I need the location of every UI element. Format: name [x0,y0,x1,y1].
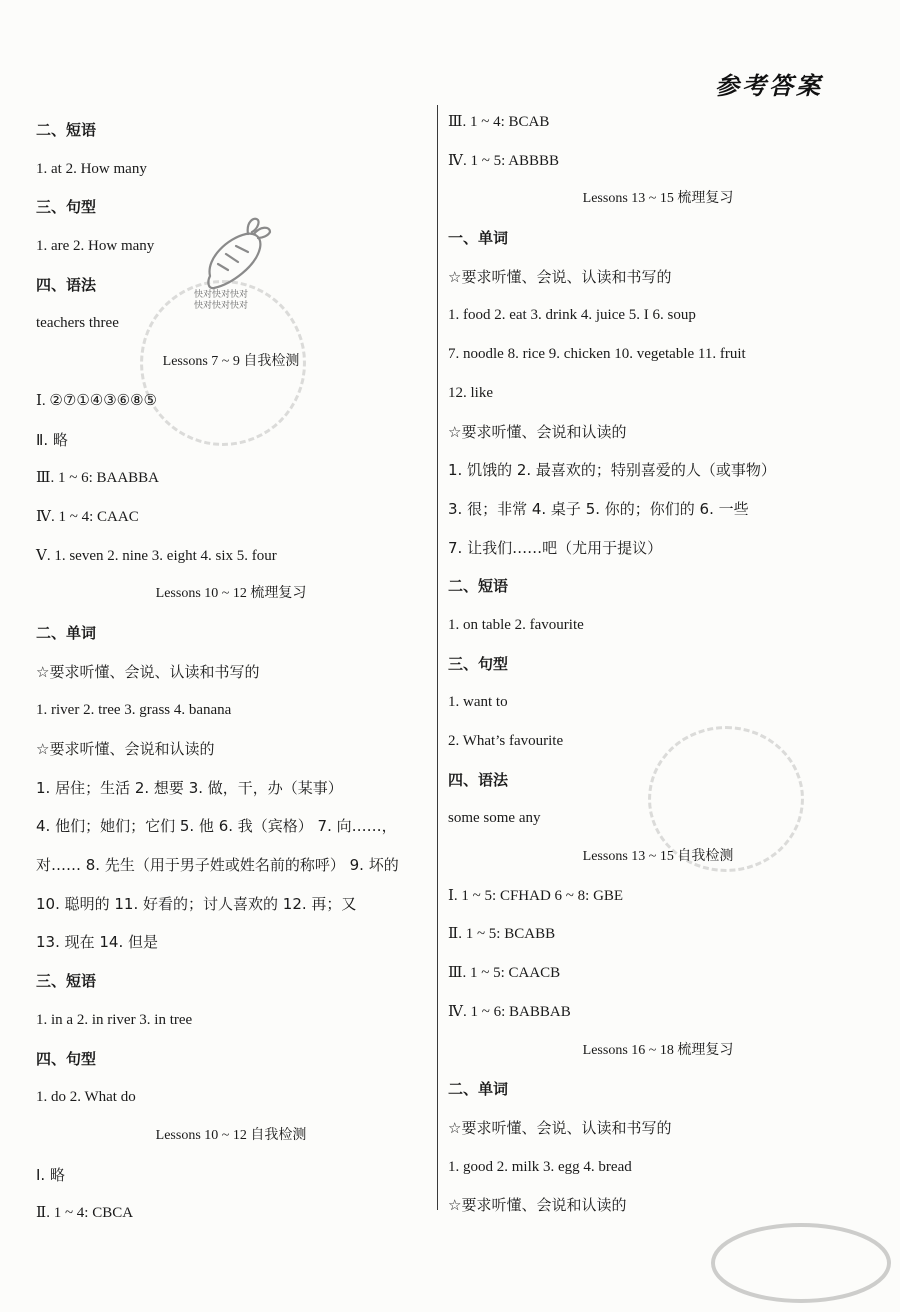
left-line-5: 四、语法 [36,275,97,294]
right-line-19: some some any [448,810,541,827]
left-line-3: 三、句型 [36,198,97,217]
left-line-16: 1. river 2. tree 3. grass 4. banana [36,702,232,719]
column-divider [437,105,438,1210]
left-line-24: 1. in a 2. in river 3. in tree [36,1011,193,1028]
right-line-7: 7. noodle 8. rice 9. chicken 10. vegetable 11. fruit [448,346,746,363]
right-line-4: 一、单词 [448,229,509,248]
left-line-14: 二、单词 [36,623,97,642]
mascot-caption-line: 快对快对快对 [194,301,249,311]
left-line-13: Lessons 10 ~ 12 梳理复习 [155,586,307,602]
left-line-18: 1. 居住；生活 2. 想要 3. 做，干，办（某事） [36,778,343,797]
right-line-26: 二、单词 [448,1080,509,1099]
right-line-8: 12. like [448,384,493,401]
left-line-28: Ⅰ. 略 [36,1165,65,1184]
right-line-2: Ⅳ. 1 ~ 5: ABBBB [448,152,560,169]
right-line-3: Lessons 13 ~ 15 梳理复习 [582,191,734,207]
left-line-7: Lessons 7 ~ 9 自我检测 [162,354,300,370]
left-line-25: 四、句型 [36,1049,97,1068]
right-line-5: ☆要求听懂、会说、认读和书写的 [448,267,672,286]
left-line-1: 二、短语 [36,121,97,139]
left-line-4: 1. are 2. How many [36,238,155,255]
right-line-18: 四、语法 [448,770,509,789]
left-line-11: Ⅳ. 1 ~ 4: CAAC [36,508,139,525]
site-watermark-logo [706,1218,896,1308]
right-column [448,103,868,1225]
right-line-24: Ⅳ. 1 ~ 6: BABBAB [448,1003,571,1020]
right-line-16: 1. want to [448,694,508,711]
right-line-20: Lessons 13 ~ 15 自我检测 [582,849,734,865]
left-line-23: 三、短语 [36,972,97,991]
right-line-6: 1. food 2. eat 3. drink 4. juice 5. I 6. soup [448,307,696,324]
right-line-15: 三、句型 [448,654,509,673]
mascot-caption-line: 快对快对快对 [194,290,249,300]
left-line-20: 对…… 8. 先生（用于男子姓或姓名前的称呼） 9. 坏的 [36,856,399,875]
left-line-12: Ⅴ. 1. seven 2. nine 3. eight 4. six 5. four [36,547,277,564]
right-line-23: Ⅲ. 1 ~ 5: CAACB [448,965,561,982]
page-title: 参考答案 [715,71,823,100]
right-line-27: ☆要求听懂、会说、认读和书写的 [448,1118,672,1137]
right-line-11: 3. 很；非常 4. 桌子 5. 你的；你们的 6. 一些 [448,499,749,518]
right-line-14: 1. on table 2. favourite [448,616,584,633]
right-line-21: Ⅰ. 1 ~ 5: CFHAD 6 ~ 8: GBE [448,887,624,904]
left-line-2: 1. at 2. How many [36,160,147,177]
left-line-9: Ⅱ. 略 [36,430,68,449]
right-line-17: 2. What’s favourite [448,733,564,749]
right-line-22: Ⅱ. 1 ~ 5: BCABB [448,926,556,943]
left-line-27: Lessons 10 ~ 12 自我检测 [155,1127,307,1143]
left-line-29: Ⅱ. 1 ~ 4: CBCA [36,1205,134,1222]
right-line-10: 1. 饥饿的 2. 最喜欢的；特别喜爱的人（或事物） [448,461,776,480]
left-line-22: 13. 现在 14. 但是 [36,933,159,952]
right-line-29: ☆要求听懂、会说和认读的 [448,1196,627,1215]
left-line-10: Ⅲ. 1 ~ 6: BAABBA [36,470,160,487]
left-line-19: 4. 他们；她们；它们 5. 他 6. 我（宾格） 7. 向……， [36,817,397,836]
right-line-13: 二、短语 [448,577,509,596]
left-line-26: 1. do 2. What do [36,1089,136,1106]
right-line-25: Lessons 16 ~ 18 梳理复习 [582,1042,734,1058]
left-line-8: Ⅰ. ②⑦①④③⑥⑧⑤ [36,392,158,409]
right-line-12: 7. 让我们……吧（尤用于提议） [448,538,663,557]
left-line-17: ☆要求听懂、会说和认读的 [36,740,215,758]
left-column [36,111,426,1233]
left-line-21: 10. 聪明的 11. 好看的；讨人喜欢的 12. 再；又 [36,894,357,913]
right-line-9: ☆要求听懂、会说和认读的 [448,422,627,441]
left-line-6: teachers three [36,315,119,332]
left-line-15: ☆要求听懂、会说、认读和书写的 [36,662,260,681]
right-line-28: 1. good 2. milk 3. egg 4. bread [448,1158,632,1175]
right-line-1: Ⅲ. 1 ~ 4: BCAB [448,114,550,130]
